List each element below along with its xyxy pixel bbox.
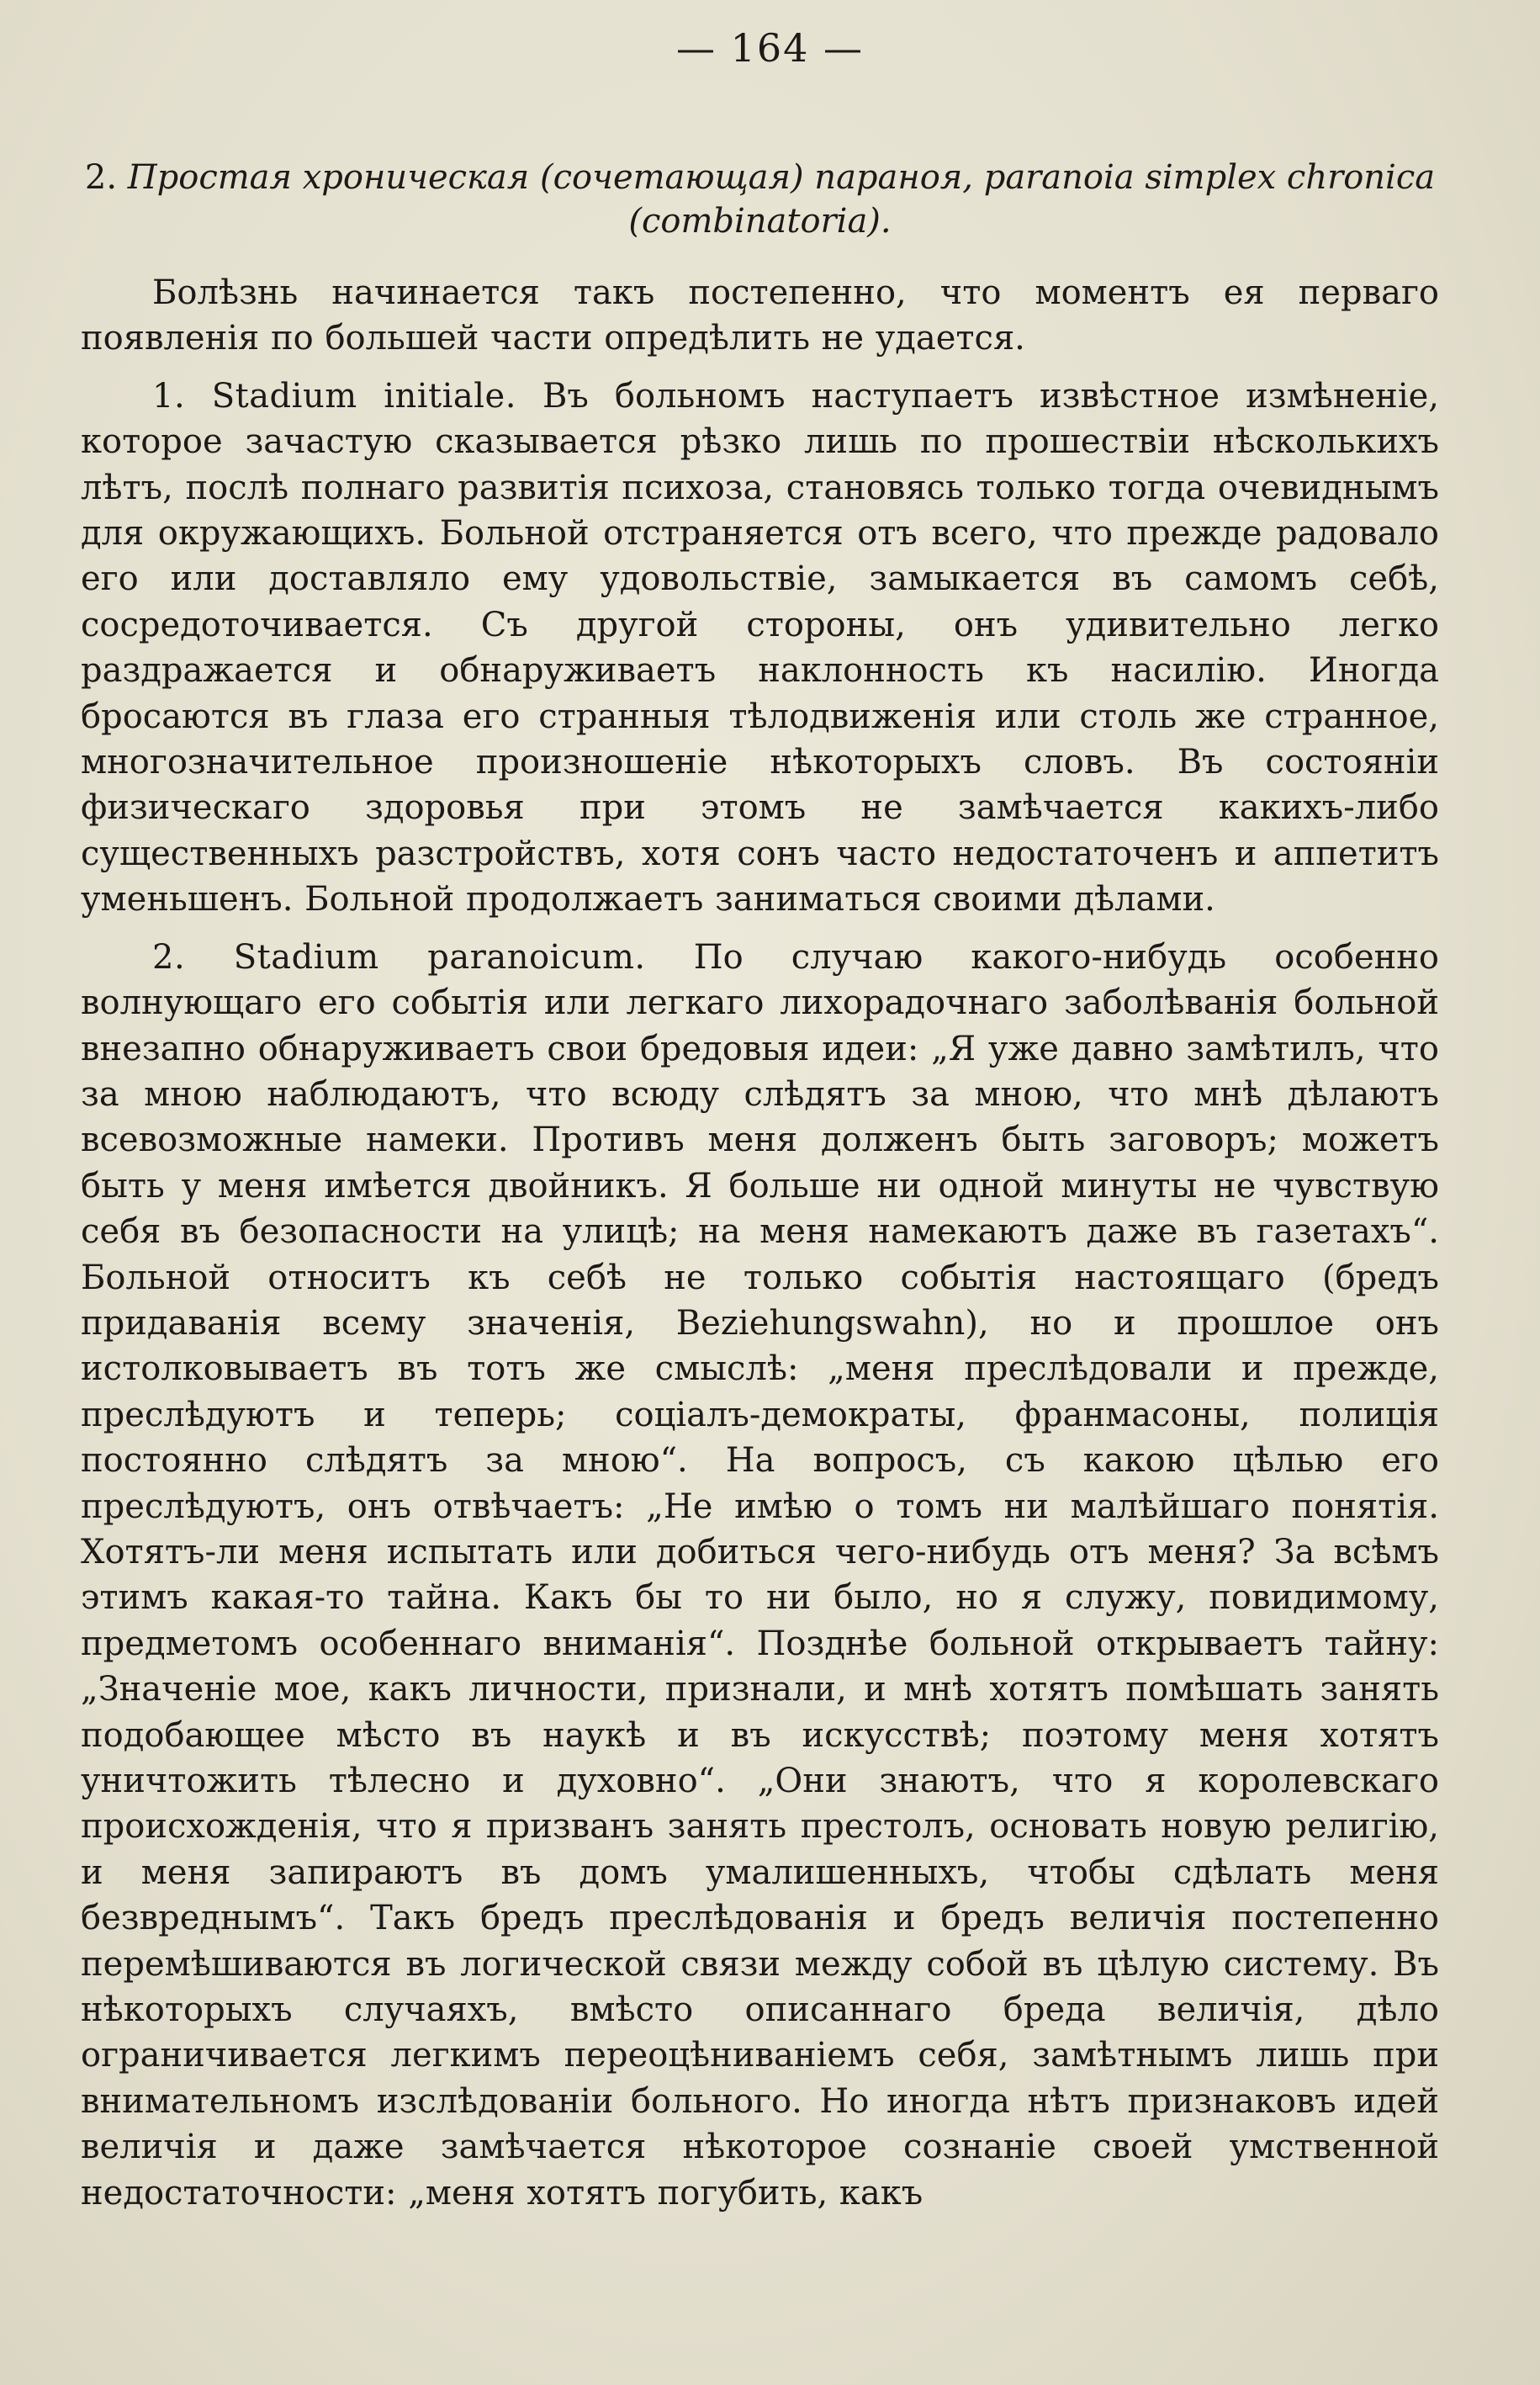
paragraph-intro-text: Болѣзнь начинается такъ постепенно, что моментъ ея перваго появленія по большей части опредѣлить не удается.	[81, 273, 1439, 358]
paragraph-stadium-initiale	[81, 374, 1439, 923]
page-body	[81, 156, 1439, 2228]
paragraph-stadium-initiale-text: Въ больномъ наступаетъ извѣстное измѣненіе, которое зачастую сказывается рѣзко лишь по прошествіи нѣсколькихъ лѣтъ, послѣ полнаго развитія психоза, становясь только тогда очевиднымъ для окружающихъ. Больной отстраняется отъ всего, что прежде радовало его или доставляло ему удовольствіе, замыкается въ самомъ себѣ, сосредоточивается. Съ другой стороны, онъ удивительно легко раздражается и обнаруживаетъ наклонность къ насилію. Иногда бросаются въ глаза его странныя тѣлодвиженія или столь же странное, многозначительное произношеніе нѣкоторыхъ словъ. Въ состояніи физическаго здоровья при этомъ не замѣчается какихъ-либо существенныхъ разстройствъ, хотя сонъ часто недостаточенъ и аппетитъ уменьшенъ. Больной продолжаетъ заниматься своими дѣлами.	[81, 376, 1440, 920]
paragraph-intro	[81, 270, 1439, 362]
paragraph-stadium-paranoicum-text: По случаю какого-нибудь особенно волнующаго его событія или легкаго лихорадочнаго заболѣванія больной внезапно обнаруживаетъ свои бредовыя идеи: „Я уже давно замѣтилъ, что за мною наблюдаютъ, что всюду слѣдятъ за мною, что мнѣ дѣлаютъ всевозможные намеки. Противъ меня долженъ быть заговоръ; можетъ быть у меня имѣется двойникъ. Я больше ни одной минуты не чувствую себя въ безопасности на улицѣ; на меня намекаютъ даже въ газетахъ“. Больной относитъ къ себѣ не только событія настоящаго (бредъ придаванія всему значенія, Beziehungswahn), но и прошлое онъ истолковываетъ въ тотъ же смыслѣ: „меня преслѣдовали и прежде, преслѣдуютъ и теперь; соціалъ-демократы, франмасоны, полиція постоянно слѣдятъ за мною“. На вопросъ, съ какою цѣлью его преслѣдуютъ, онъ отвѣчаетъ: „Не имѣю о томъ ни малѣйшаго понятія. Хотятъ-ли меня испытать или добиться чего-нибудь отъ меня? За всѣмъ этимъ какая-то тайна. Какъ бы то ни было, но я служу, повидимому, предметомъ особеннаго вниманія“. Позднѣе больной открываетъ тайну: „Значеніе мое, какъ личности, признали, и мнѣ хотятъ помѣшать занять подобающее мѣсто въ наукѣ и въ искусствѣ; поэтому меня хотятъ уничтожить тѣлесно и духовно“. „Они знаютъ, что я королевскаго происхожденія, что я призванъ занять престолъ, основать новую религію, и меня запираютъ въ домъ умалишенныхъ, чтобы сдѣлать меня безвреднымъ“. Такъ бредъ преслѣдованія и бредъ величія постепенно перемѣшиваются въ логической связи между собой въ цѣлую систему. Въ нѣкоторыхъ случаяхъ, вмѣсто описаннаго бреда величія, дѣло ограничивается легкимъ переоцѣниваніемъ себя, замѣтнымъ лишь при внимательномъ изслѣдованіи больного. Но иногда нѣтъ признаковъ идей величія и даже замѣчается нѣкоторое сознаніе своей умственной недостаточности: „меня хотятъ погубить, какъ	[81, 937, 1440, 2213]
section-heading	[81, 156, 1439, 243]
paragraph-stadium-paranoicum	[81, 935, 1439, 2216]
section-heading-text: Простая хроническая (сочетающая) параноя, paranoia simplex chronica (combinatoria).	[127, 158, 1436, 241]
section-heading-number: 2.	[84, 158, 118, 197]
stadium-initiale-label: 1. Stadium initiale.	[152, 376, 516, 416]
stadium-paranoicum-label: 2. Stadium paranoicum.	[152, 937, 646, 977]
page-number: — 164 —	[675, 25, 865, 71]
